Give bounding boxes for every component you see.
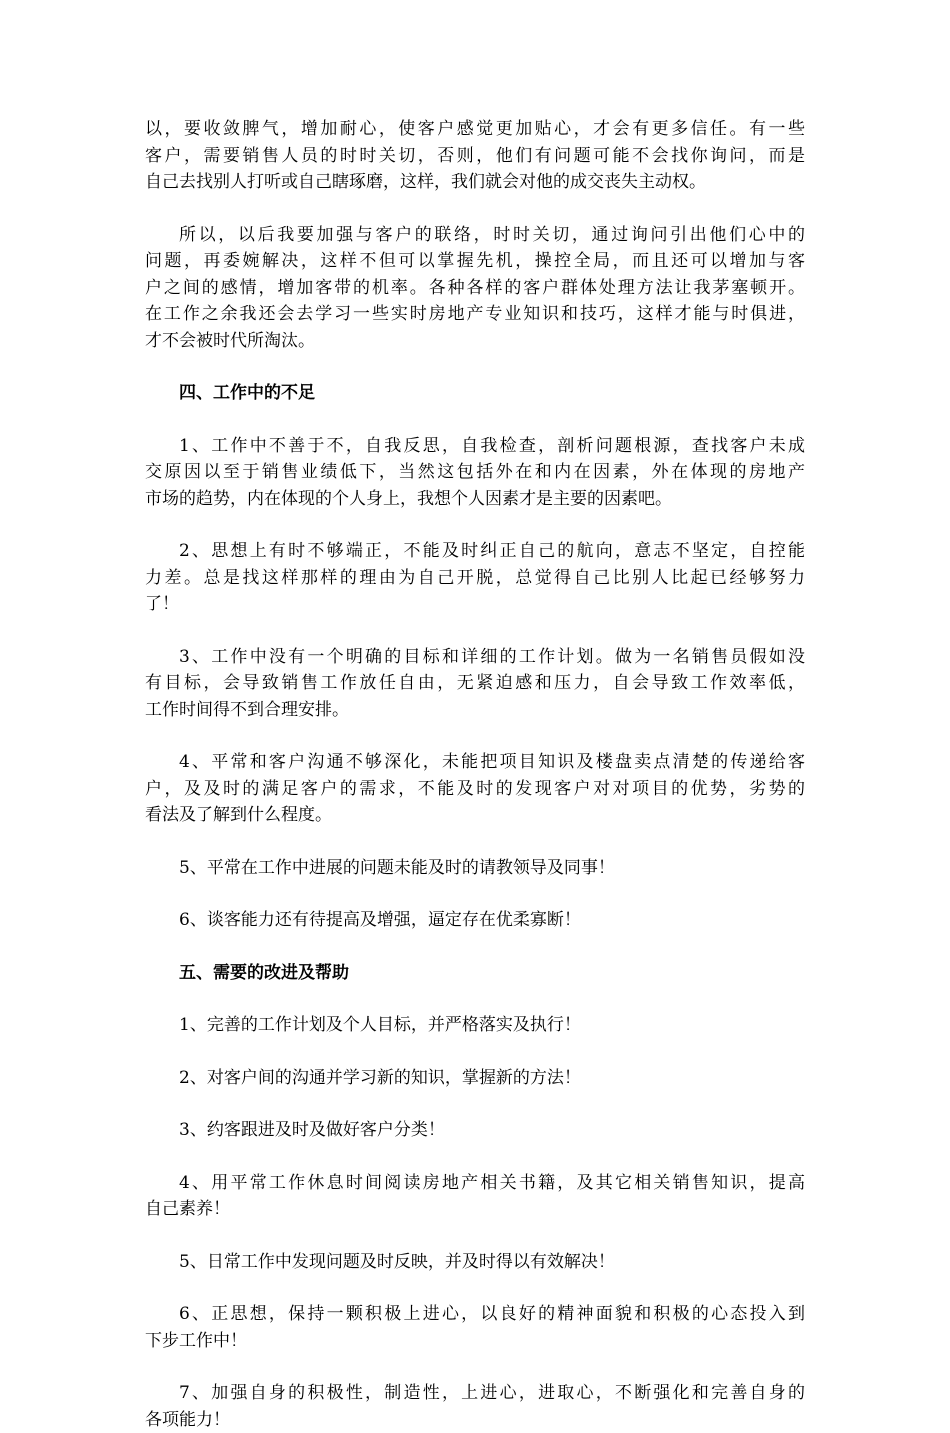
list-item-improvement-2 — [145, 1065, 805, 1092]
text-line: 自己去找别人打听或自己瞎琢磨，这样，我们就会对他的成交丧失主动权。 — [145, 169, 805, 196]
list-item-shortcoming-6 — [145, 907, 805, 934]
text-line: 才不会被时代所淘汰。 — [145, 328, 805, 355]
text-line: 5、平常在工作中进展的问题未能及时的请教领导及同事！ — [145, 855, 805, 882]
paragraph-customer-contact — [145, 222, 805, 355]
text-line: 2、对客户间的沟通并学习新的知识，掌握新的方法！ — [145, 1065, 805, 1092]
text-line: 2、思想上有时不够端正，不能及时纠正自己的航向，意志不坚定，自控能 — [145, 538, 805, 565]
list-item-improvement-7 — [145, 1380, 805, 1433]
list-item-shortcoming-4 — [145, 749, 805, 829]
text-line: 1、工作中不善于不，自我反思，自我检查，剖析问题根源，查找客户未成 — [145, 433, 805, 460]
text-line: 下步工作中！ — [145, 1328, 805, 1355]
list-item-improvement-6 — [145, 1301, 805, 1354]
text-line: 4、用平常工作休息时间阅读房地产相关书籍，及其它相关销售知识，提高 — [145, 1170, 805, 1197]
text-line: 客户，需要销售人员的时时关切，否则，他们有问题可能不会找你询问，而是 — [145, 143, 805, 170]
list-item-shortcoming-5 — [145, 855, 805, 882]
text-line: 7、加强自身的积极性，制造性，上进心，进取心，不断强化和完善自身的 — [145, 1380, 805, 1407]
text-line: 6、谈客能力还有待提高及增强，逼定存在优柔寡断！ — [145, 907, 805, 934]
section-heading-improvements: 五、需要的改进及帮助 — [145, 960, 805, 987]
text-line: 各项能力！ — [145, 1407, 805, 1433]
text-line: 3、约客跟进及时及做好客户分类！ — [145, 1117, 805, 1144]
text-line: 交原因以至于销售业绩低下，当然这包括外在和内在因素，外在体现的房地产 — [145, 459, 805, 486]
text-line: 3、工作中没有一个明确的目标和详细的工作计划。做为一名销售员假如没 — [145, 644, 805, 671]
list-item-shortcoming-1 — [145, 433, 805, 513]
text-line: 以，要收敛脾气，增加耐心，使客户感觉更加贴心，才会有更多信任。有一些 — [145, 116, 805, 143]
text-line: 4、平常和客户沟通不够深化，未能把项目知识及楼盘卖点清楚的传递给客 — [145, 749, 805, 776]
text-line: 问题，再委婉解决，这样不但可以掌握先机，操控全局，而且还可以增加与客 — [145, 248, 805, 275]
text-line: 有目标，会导致销售工作放任自由，无紧迫感和压力，自会导致工作效率低， — [145, 670, 805, 697]
text-line: 看法及了解到什么程度。 — [145, 802, 805, 829]
list-item-improvement-1 — [145, 1012, 805, 1039]
list-item-improvement-4 — [145, 1170, 805, 1223]
list-item-improvement-5 — [145, 1249, 805, 1276]
text-line: 了！ — [145, 591, 805, 618]
text-line: 6、正思想，保持一颗积极上进心，以良好的精神面貌和积极的心态投入到 — [145, 1301, 805, 1328]
text-line: 户之间的感情，增加客带的机率。各种各样的客户群体处理方法让我茅塞顿开。 — [145, 275, 805, 302]
list-item-improvement-3 — [145, 1117, 805, 1144]
text-line: 5、日常工作中发现问题及时反映，并及时得以有效解决！ — [145, 1249, 805, 1276]
paragraph-intro-continuation — [145, 116, 805, 196]
text-line: 在工作之余我还会去学习一些实时房地产专业知识和技巧，这样才能与时俱进， — [145, 301, 805, 328]
list-item-shortcoming-2 — [145, 538, 805, 618]
text-line: 户，及及时的满足客户的需求，不能及时的发现客户对对项目的优势，劣势的 — [145, 776, 805, 803]
section-heading-shortcomings: 四、工作中的不足 — [145, 380, 805, 407]
list-item-shortcoming-3 — [145, 644, 805, 724]
text-line: 所以，以后我要加强与客户的联络，时时关切，通过询问引出他们心中的 — [145, 222, 805, 249]
document-page — [145, 116, 805, 1433]
text-line: 工作时间得不到合理安排。 — [145, 697, 805, 724]
text-line: 力差。总是找这样那样的理由为自己开脱，总觉得自己比别人比起已经够努力 — [145, 565, 805, 592]
text-line: 自己素养！ — [145, 1196, 805, 1223]
text-line: 1、完善的工作计划及个人目标，并严格落实及执行！ — [145, 1012, 805, 1039]
text-line: 市场的趋势，内在体现的个人身上，我想个人因素才是主要的因素吧。 — [145, 486, 805, 513]
